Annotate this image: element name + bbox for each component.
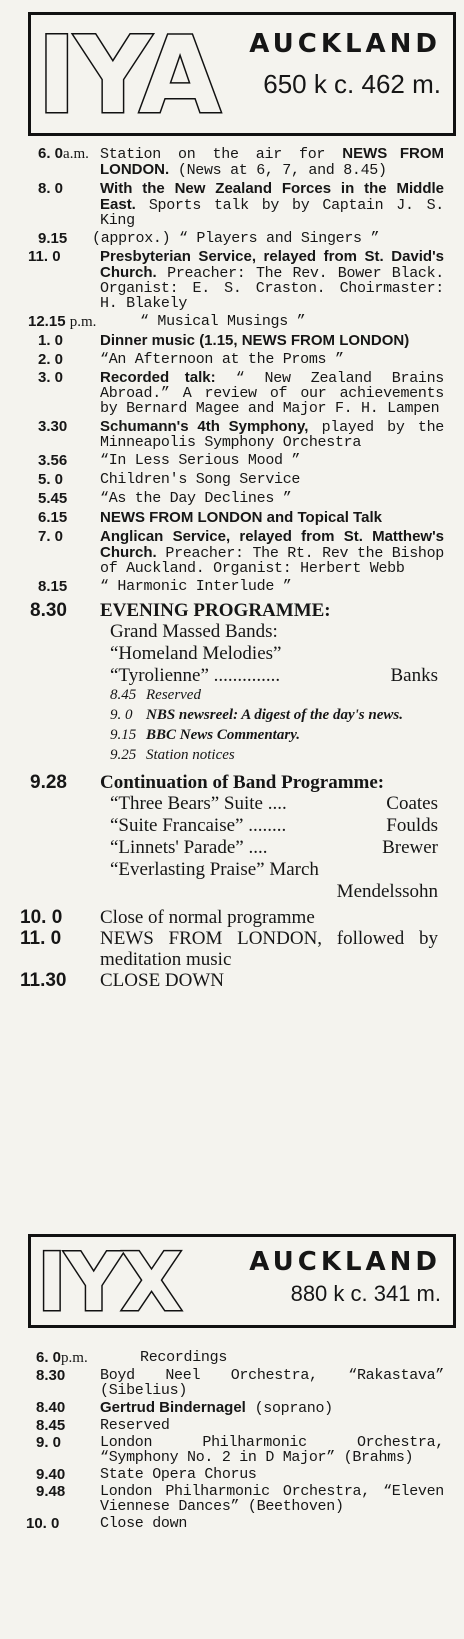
iya-header-box <box>28 12 456 136</box>
iyx-city: AUCKLAND <box>249 1247 441 1277</box>
time-label: 9.48 <box>36 1483 66 1500</box>
evening-programme-row <box>0 600 464 621</box>
listing-text: Reserved <box>100 1417 170 1434</box>
time-label: 8. 0 <box>38 180 64 197</box>
iya-frequency: 650 k c. 462 m. <box>263 69 441 99</box>
time-label: 9.15 <box>38 230 68 247</box>
closing-text: CLOSE DOWN <box>100 970 225 991</box>
iyx-frequency: 880 k c. 341 m. <box>290 1281 441 1306</box>
listing-row <box>0 1435 464 1465</box>
closing-text: Close of normal programme <box>100 907 315 928</box>
time-label: 1. 0 <box>38 332 64 349</box>
time-label: 6.15 <box>38 509 68 526</box>
iyx-call-sign: IYX <box>37 1236 181 1329</box>
listing-text: “An Afternoon at the Proms ” <box>100 351 344 368</box>
listing-row <box>0 146 464 178</box>
continuation-item: “Three Bears” Suite .... Coates <box>110 793 438 814</box>
listing-row <box>0 231 464 246</box>
iya-city: AUCKLAND <box>249 29 441 59</box>
listing-text: Station on the air for NEWS FROM LONDON. (News at 6, 7, and 8.45) <box>100 145 444 179</box>
evening-line: “Tyrolienne” .............. Banks <box>110 665 438 686</box>
listing-row <box>0 1350 464 1366</box>
time-label: 9. 0 <box>36 1434 62 1451</box>
continuation-items <box>110 793 464 903</box>
time-label: 11.30 <box>20 970 67 991</box>
listing-text: Recorded talk: “ New Zealand Brains Abroad.” A review of our achievements by Bernard Magee and Major F. H. Lampen <box>100 369 445 417</box>
listing-text: (approx.) “ Players and Singers ” <box>92 230 380 247</box>
listing-text: Boyd Neel Orchestra, “Rakastava” (Sibelius) <box>100 1367 444 1399</box>
iyx-header-box <box>28 1234 456 1328</box>
listing-text: Recordings <box>140 1349 228 1366</box>
time-label: 10. 0 <box>20 907 63 928</box>
time-label: 11. 0 <box>20 928 62 949</box>
time-label: 8.40 <box>36 1399 66 1416</box>
time-label: 6. 0p.m. <box>36 1349 88 1366</box>
listing-row <box>0 1418 464 1433</box>
time-label: 6. 0a.m. <box>38 145 89 162</box>
listing-row <box>0 491 464 506</box>
listing-row <box>0 370 464 416</box>
listing-text: “In Less Serious Mood ” <box>100 452 301 469</box>
listing-row <box>0 181 464 228</box>
listing-row <box>0 1368 464 1398</box>
listing-row <box>0 1484 464 1514</box>
iya-call-sign: IYA <box>37 14 220 137</box>
listing-text: Anglican Service, relayed from St. Matthew's Church. Preacher: The Rt. Rev the Bishop of Auckland. Organist: Herbert Webb <box>100 528 444 577</box>
evening-programme-details <box>110 621 464 687</box>
listing-row <box>0 249 464 311</box>
listing-row <box>0 1400 464 1416</box>
time-label: 2. 0 <box>38 351 64 368</box>
listing-text: London Philharmonic Orchestra, “Eleven Viennese Dances” (Beethoven) <box>100 1483 444 1515</box>
closing-row <box>0 907 464 928</box>
time-label: 3.30 <box>38 418 68 435</box>
continuation-item: “Everlasting Praise” March <box>110 859 319 880</box>
time-label: 8.30 <box>30 600 67 621</box>
evening-line: Grand Massed Bands: <box>110 621 278 642</box>
time-label: 12.15 p.m. <box>28 313 97 330</box>
listing-row <box>0 529 464 576</box>
continuation-item: “Suite Francaise” ........ Foulds <box>110 815 438 836</box>
time-label: 8.30 <box>36 1367 66 1384</box>
listing-text: “As the Day Declines ” <box>100 490 292 507</box>
time-label: 7. 0 <box>38 528 64 545</box>
listing-row <box>0 453 464 468</box>
listing-text: Gertrud Bindernagel (soprano) <box>100 1399 333 1417</box>
time-label: 9.40 <box>36 1466 66 1483</box>
listing-row <box>0 510 464 526</box>
listing-text: NEWS FROM LONDON and Topical Talk <box>100 509 382 526</box>
listing-row <box>0 1467 464 1482</box>
time-label: 3.56 <box>38 452 68 469</box>
listing-row <box>0 419 464 450</box>
continuation-composer: Mendelssohn <box>336 881 438 902</box>
evening-note: 8.45 Reserved <box>110 687 201 703</box>
iyx-schedule <box>0 1350 464 1531</box>
closing-row <box>0 970 464 991</box>
evening-heading: EVENING PROGRAMME: <box>100 600 331 621</box>
listing-text: London Philharmonic Orchestra, “Symphony No. 2 in D Major” (Brahms) <box>100 1434 444 1466</box>
time-label: 5. 0 <box>38 471 64 488</box>
listing-row <box>0 333 464 349</box>
listing-row <box>0 472 464 487</box>
listing-text: Presbyterian Service, relayed from St. David's Church. Preacher: The Rev. Bower Black. Organist: E. S. Craston. Choirmaster: H. Blakely <box>100 248 445 312</box>
evening-note: 9.25 Station notices <box>110 747 235 763</box>
iya-schedule <box>0 146 464 991</box>
closing-row <box>0 928 464 970</box>
listing-text: With the New Zealand Forces in the Middle East. Sports talk by by Captain J. S. King <box>100 180 445 229</box>
time-label: 3. 0 <box>38 369 64 386</box>
listing-row <box>0 579 464 594</box>
time-label: 8.45 <box>36 1417 66 1434</box>
listing-row <box>0 314 464 330</box>
time-label: 11. 0 <box>28 248 61 265</box>
listing-text: Children's Song Service <box>100 471 301 488</box>
listing-text: Close down <box>100 1515 188 1532</box>
time-label: 10. 0 <box>26 1515 60 1532</box>
time-label: 8.15 <box>38 578 68 595</box>
listing-text: State Opera Chorus <box>100 1466 257 1483</box>
closing-text: NEWS FROM LONDON, followed by meditation music <box>100 928 438 970</box>
evening-line: “Homeland Melodies” <box>110 643 282 664</box>
time-label: 9.28 <box>30 772 67 793</box>
listing-text: “ Harmonic Interlude ” <box>100 578 292 595</box>
listing-row <box>0 1516 464 1531</box>
listing-row <box>0 352 464 367</box>
evening-note: 9. 0 NBS newsreel: A digest of the day's news. <box>110 707 403 723</box>
listing-text: Dinner music (1.15, NEWS FROM LONDON) <box>100 332 410 349</box>
listing-text: “ Musical Musings ” <box>140 313 306 330</box>
continuation-row <box>0 772 464 793</box>
listing-text: Schumann's 4th Symphony, played by the Minneapolis Symphony Orchestra <box>100 418 444 451</box>
evening-note: 9.15 BBC News Commentary. <box>110 727 301 743</box>
time-label: 5.45 <box>38 490 68 507</box>
continuation-heading: Continuation of Band Programme: <box>100 772 385 793</box>
continuation-item: “Linnets' Parade” .... Brewer <box>110 837 438 858</box>
